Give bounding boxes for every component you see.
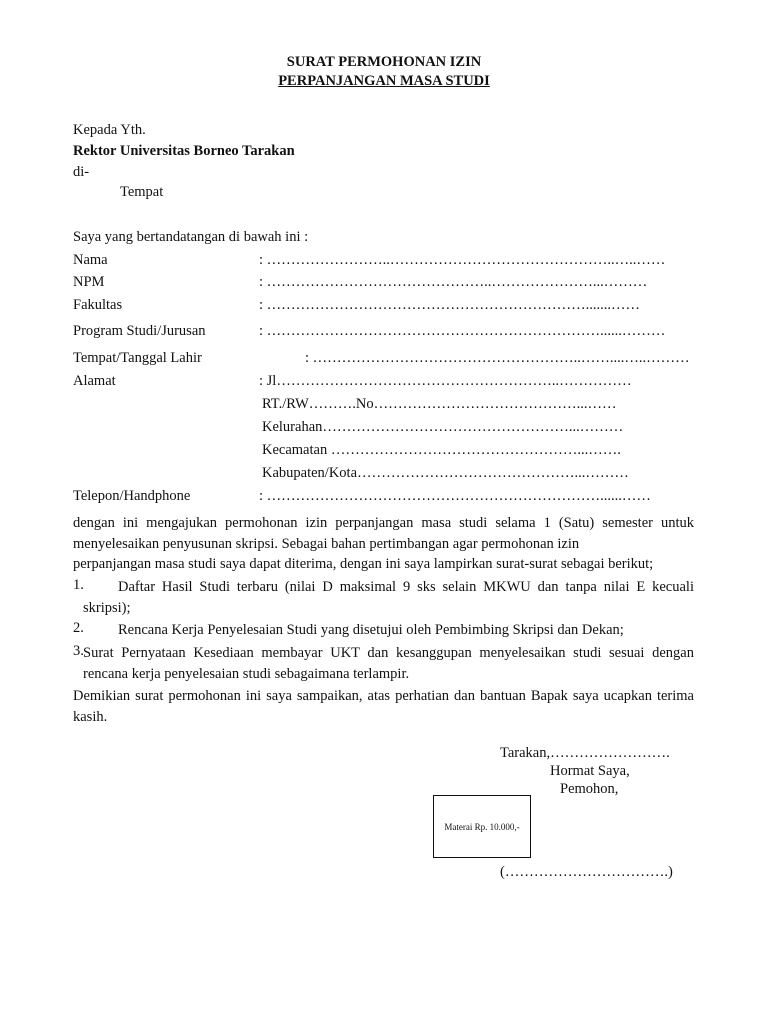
field-label-alamat: Alamat (73, 373, 116, 389)
address-kelurahan: Kelurahan……………………………………………...……… (262, 419, 624, 435)
addressee-di: di- (73, 164, 90, 180)
list-item-number: 2. (73, 620, 84, 636)
field-value-alamat: : Jl…………………………………………………..…………… (259, 373, 632, 389)
field-label-npm: NPM (73, 274, 105, 290)
body-paragraph (73, 513, 694, 575)
role-text: Pemohon, (560, 781, 619, 797)
list-item-text: Rencana Kerja Penyelesaian Studi yang disetujui oleh Pembimbing Skripsi dan Dekan; (118, 622, 624, 638)
addressee-name: Rektor Universitas Borneo Tarakan (73, 143, 295, 159)
field-value-prodi: : ……………………………………………………………......……… (259, 323, 666, 339)
field-label-nama: Nama (73, 252, 108, 268)
field-label-phone: Telepon/Handphone (73, 488, 191, 504)
materai-stamp-text: Materai Rp. 10.000,- (444, 821, 520, 832)
signature-name-line: (…………………………….) (500, 864, 673, 880)
document-subtitle (0, 73, 768, 90)
addressee-greeting: Kepada Yth. (73, 122, 146, 138)
closing-paragraph: Demikian surat permohonan ini saya sampaikan, atas perhatian dan bantuan Bapak saya ucapkan terima kasih. (73, 688, 694, 725)
field-value-npm: : ………………………………………..…………………...……… (259, 274, 648, 290)
field-value-ttl: : ………………………………………………..……....…..……… (305, 350, 690, 366)
list-item-number: 3. (73, 643, 84, 659)
field-label-prodi: Program Studi/Jurusan (73, 323, 206, 339)
list-item-number: 1. (73, 577, 84, 593)
intro-text: Saya yang bertandatangan di bawah ini : (73, 229, 309, 245)
document-title: SURAT PERMOHONAN IZIN (286, 54, 482, 70)
field-value-fakultas: : ………………………………………………………….......…… (259, 297, 641, 313)
regards-text: Hormat Saya, (550, 763, 630, 779)
list-item-text: Surat Pernyataan Kesediaan membayar UKT dan kesanggupan menyelesaikan studi sesuai dengan rencana kerja penyelesaian studi sebagaimana terlampir. (83, 645, 694, 682)
address-kabupaten: Kabupaten/Kota………………………………………...……… (262, 465, 629, 481)
field-value-nama: : ……………………..………………………………………..…..…… (259, 252, 666, 268)
field-label-ttl: Tempat/Tanggal Lahir (73, 350, 202, 366)
body-paragraph-text: dengan ini mengajukan permohonan izin perpanjangan masa studi selama 1 (Satu) semester untuk menyelesaikan penyusunan skripsi. Sebagai bahan pertimbangan agar permohonan izin (73, 515, 694, 552)
place-date: Tarakan,……………………. (500, 745, 670, 761)
body-paragraph-last-line: perpanjangan masa studi saya dapat diterima, dengan ini saya lampirkan surat-surat sebagai berikut; (73, 556, 654, 572)
field-value-phone: : ……………………………………………………………......…… (259, 488, 651, 504)
materai-stamp-box (433, 795, 531, 858)
address-rtrw: RT./RW……….No……………………………………...…… (262, 396, 617, 412)
address-kecamatan: Kecamatan ……………………………………………...……. (262, 442, 621, 458)
field-label-fakultas: Fakultas (73, 297, 123, 313)
addressee-place: Tempat (120, 184, 164, 200)
document-subtitle-text: PERPANJANGAN MASA STUDI (278, 73, 490, 89)
list-item-text: Daftar Hasil Studi terbaru (nilai D maksimal 9 sks selain MKWU dan tanpa nilai E kecuali skripsi); (83, 579, 694, 616)
